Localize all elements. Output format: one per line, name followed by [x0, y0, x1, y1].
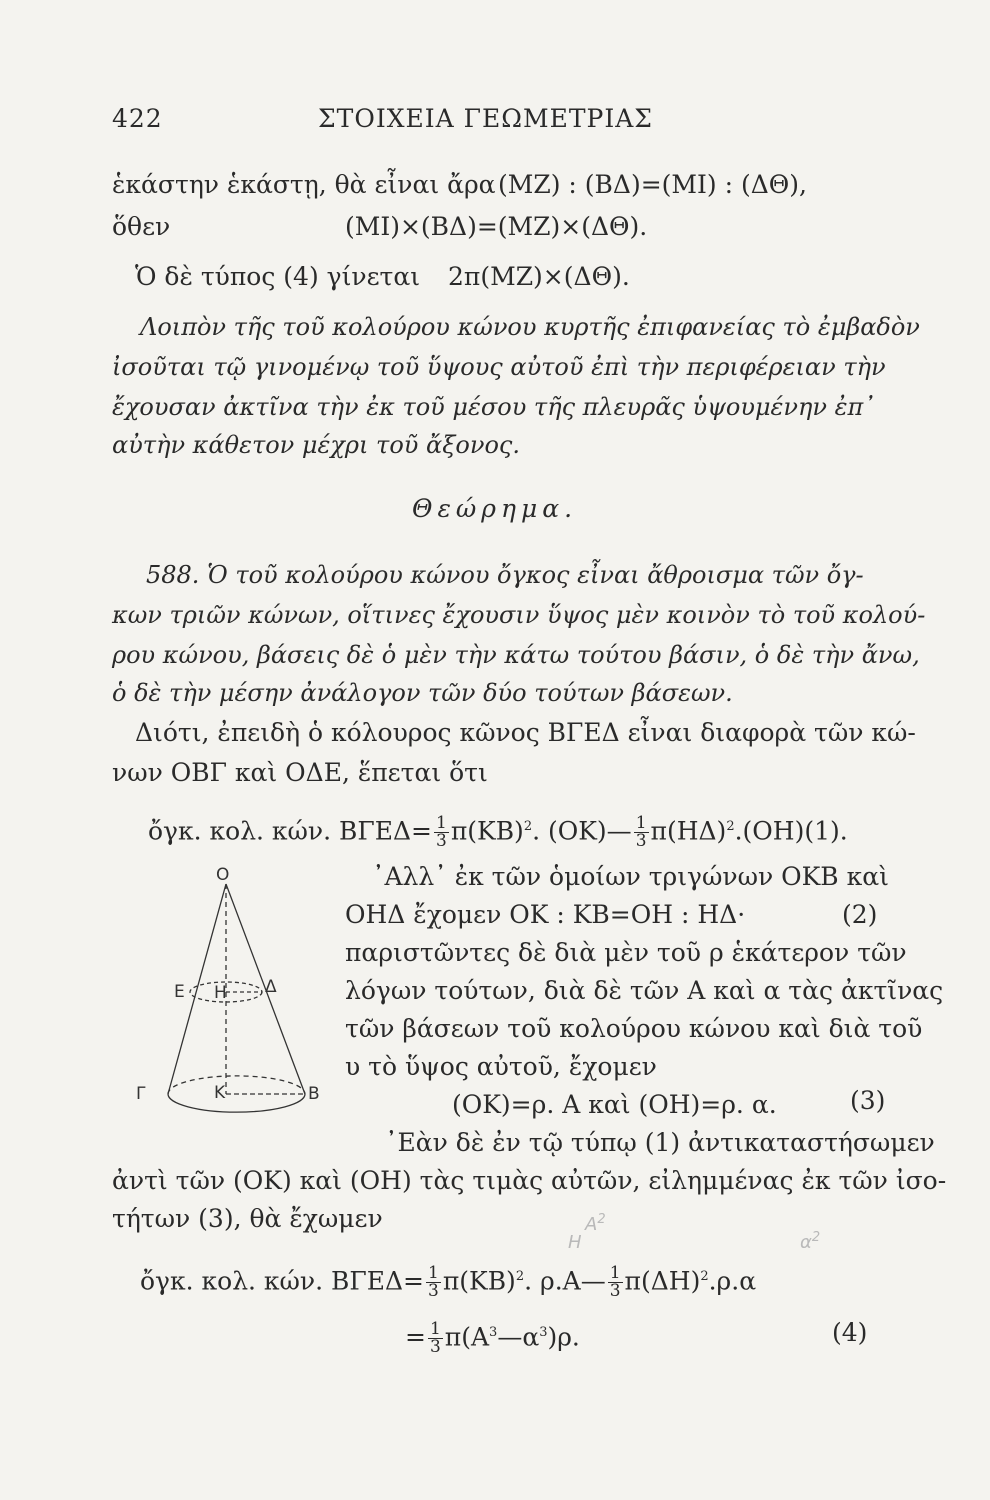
label-H: H [214, 983, 227, 1003]
intro-line-3-text: Ὁ δὲ τύπος (4) γίνεται [135, 262, 421, 291]
label-D: Δ [265, 977, 277, 997]
formula-1: ὄγκ. κολ. κών. ΒΓΕΔ= $\frac{1}{3}$ $\pi(KB)^2$. (ΟΚ)— $\frac{1}{3}$ $\pi(H\Delta)^2.(OH)(1)$. [148, 813, 848, 852]
equation-4-label: (4) [832, 1318, 868, 1347]
proof-line-1: Διότι, ἐπειδὴ ὁ κόλουρος κῶνος ΒΓΕΔ εἶναι διαφορὰ τῶν κώ- [135, 718, 916, 747]
conclusion-line-1: Λοιπὸν τῆς τοῦ κολούρου κώνου κυρτῆς ἐπιφανείας τὸ ἐμβαδὸν [140, 313, 920, 341]
formula-1-lhs: ὄγκ. κολ. κών. ΒΓΕΔ= [148, 816, 432, 846]
fraction-one-third-5: $\frac{1}{3}$ [429, 1319, 441, 1358]
intro-line-2-text: ὅθεν [112, 212, 171, 241]
label-G: Γ [136, 1084, 146, 1104]
pencil-note-alpha2: $\alpha^2$ [800, 1230, 821, 1253]
proof-line-2: νων ΟΒΓ καὶ ΟΔΕ, ἕπεται ὅτι [112, 758, 488, 787]
label-O: O [216, 865, 230, 885]
theorem-line-2: κων τριῶν κώνων, οἵτινες ἔχουσιν ὕψος μὲν κοινὸν τὸ τοῦ κολού- [112, 601, 926, 629]
conclusion-line-2: ἰσοῦται τῷ γινομένῳ τοῦ ὕψους αὐτοῦ ἐπὶ τὴν περιφέρειαν τὴν [112, 353, 886, 381]
equation-2-label: (2) [842, 900, 878, 929]
conclusion-line-3: ἔχουσαν ἀκτῖνα τὴν ἐκ τοῦ μέσου τῆς πλευρᾶς ὑψουμένην ἐπ᾽ [112, 393, 876, 421]
label-B: B [308, 1084, 320, 1104]
theorem-heading: Θεώρημα. [412, 494, 578, 523]
theorem-line-1: 588. Ὁ τοῦ κολούρου κώνου ὄγκος εἶναι ἄθροισμα τῶν ὄγ- [146, 561, 864, 589]
fraction-one-third-4: $\frac{1}{3}$ [609, 1263, 621, 1302]
substitution-line-2: ἀντὶ τῶν (ΟΚ) καὶ (ΟΗ) τὰς τιμὰς αὐτῶν, εἰλημμένας ἐκ τῶν ἰσο- [112, 1166, 947, 1195]
intro-line-1-text: ἑκάστην ἑκάστῃ, θὰ εἶναι ἄρα [112, 170, 496, 199]
fraction-one-third: $\frac{1}{3}$ [436, 813, 447, 852]
equation-3: (ΟΚ)=ρ. Α καὶ (ΟΗ)=ρ. α. [452, 1090, 777, 1119]
intro-line-2-formula: (ΜΙ)×(ΒΔ)=(ΜΖ)×(ΔΘ). [345, 212, 648, 241]
conclusion-line-4: αὐτὴν κάθετον μέχρι τοῦ ἄξονος. [112, 431, 520, 459]
label-K: K [214, 1083, 226, 1103]
substitution-line-1: ᾿Εὰν δὲ ἐν τῷ τύπῳ (1) ἀντικαταστήσωμεν [385, 1128, 935, 1157]
equation-3-label: (3) [850, 1086, 886, 1115]
page-number: 422 [112, 104, 163, 133]
theorem-line-4: ὁ δὲ τὴν μέσην ἀνάλογον τῶν δύο τούτων βάσεων. [112, 679, 733, 707]
fraction-one-third-3: $\frac{1}{3}$ [428, 1263, 439, 1302]
side-line-1: ᾿Αλλ᾽ ἐκ τῶν ὁμοίων τριγώνων ΟΚΒ καὶ [372, 862, 889, 891]
truncated-cone-figure [130, 862, 350, 1142]
intro-line-3-formula: 2π(ΜΖ)×(ΔΘ). [448, 262, 630, 291]
running-title: ΣΤΟΙΧΕΙΑ ΓΕΩΜΕΤΡΙΑΣ [318, 104, 653, 133]
formula-3: = $\frac{1}{3}$ $\pi(A^3—\alpha^3)\rho$. [405, 1319, 580, 1358]
pencil-note-H: H [568, 1232, 582, 1253]
intro-line-1-formula: (ΜΖ) : (ΒΔ)=(ΜΙ) : (ΔΘ), [498, 170, 807, 199]
side-line-3: παριστῶντες δὲ διὰ μὲν τοῦ ρ ἑκάτερον τῶν [345, 938, 907, 967]
side-line-2: ΟΗΔ ἔχομεν ΟΚ : ΚΒ=ΟΗ : ΗΔ· [345, 900, 746, 929]
side-line-5: τῶν βάσεων τοῦ κολούρου κώνου καὶ διὰ τοῦ [345, 1014, 923, 1043]
fraction-one-third-2: $\frac{1}{3}$ [635, 813, 647, 852]
side-line-6: υ τὸ ὕψος αὐτοῦ, ἔχομεν [345, 1052, 657, 1081]
side-line-4: λόγων τούτων, διὰ δὲ τῶν Α καὶ α τὰς ἀκτῖνας [345, 976, 944, 1005]
lower-base-back [168, 1076, 305, 1094]
label-E: E [174, 982, 185, 1002]
theorem-line-3: ρου κώνου, βάσεις δὲ ὁ μὲν τὴν κάτω τούτου βάσιν, ὁ δὲ τὴν ἄνω, [112, 641, 920, 669]
formula-2: ὄγκ. κολ. κών. ΒΓΕΔ= $\frac{1}{3}$ $\pi(KB)^2$. ρ.Α— $\frac{1}{3}$ $\pi(\Delta H)^2.\rho.\alpha$ [140, 1263, 757, 1302]
pencil-note-A2: $A^2$ [585, 1212, 606, 1235]
substitution-line-3: τήτων (3), θὰ ἔχωμεν [112, 1204, 383, 1233]
lower-base-front [168, 1094, 305, 1112]
